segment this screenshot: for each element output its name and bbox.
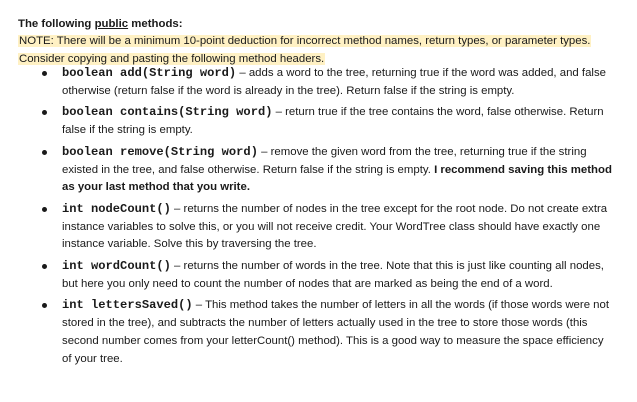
method-signature: boolean contains(String word) [62,105,273,120]
list-item-contains [0,104,637,139]
list-item-remove [0,144,637,197]
method-signature: boolean remove(String word) [62,144,258,159]
note-highlighted-text: NOTE: There will be a minimum 10-point deduction for incorrect method names, return types, or parameter types. Consider copying and pasting the following method headers. [19,35,591,65]
method-signature: boolean add(String word) [62,66,237,80]
method-list [0,65,637,368]
method-signature: int nodeCount() [62,201,171,216]
method-description: – adds a word to the tree, returning true if the word was added, and false otherwise (return false if the word is already in the tree). Return false if the string is empty. [62,67,606,97]
method-description: – This method takes the number of letters in all the words (if those words were not stored in the tree), and subtracts the number of letters actually used in the tree to store those words (this second number comes from your letterCount() method). This is a good way to measure the space efficiency of your tree. [62,299,610,365]
heading-underlined-word: public [94,18,129,30]
method-recommendation: I recommend saving this method as your last method that you write. [62,163,612,194]
list-item-word-count [0,258,637,293]
method-signature: int lettersSaved() [62,298,193,313]
heading-suffix: methods: [128,18,183,30]
method-description: – return true if the tree contains the word, false otherwise. Return false if the string is empty. [62,106,604,137]
heading-prefix: The following [18,18,95,30]
method-signature: int wordCount() [62,259,171,274]
method-description: – remove the given word from the tree, returning true if the string existed in the tree, and false otherwise. Return false if the string is empty. [62,145,587,176]
list-item-letters-saved [0,297,637,368]
method-description: – returns the number of nodes in the tree except for the root node. Do not create extra instance variables to solve this, or you will not receive credit. Your WordTree class should have exactly one instance variable. Solve this by traversing the tree. [62,202,608,251]
note-paragraph [18,33,618,68]
list-item-node-count [0,201,637,254]
section-heading [18,17,183,31]
method-description: – returns the number of words in the tree. Note that this is just like counting all nodes, but here you only need to count the number of nodes that are marked as being the end of a word. [62,260,604,290]
list-item-add [0,65,637,100]
